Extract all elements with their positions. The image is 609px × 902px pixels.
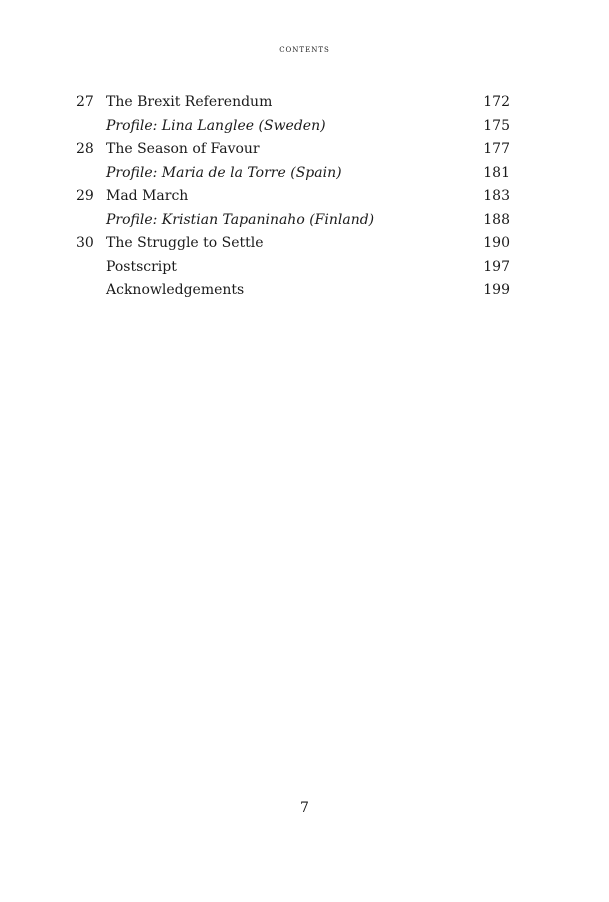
- entry-title: Profile: Kristian Tapaninaho (Finland): [106, 211, 375, 228]
- page-number: 175: [483, 117, 510, 134]
- page-number: 181: [483, 164, 510, 181]
- entry-title: Profile: Maria de la Torre (Spain): [106, 164, 342, 181]
- toc-entry-postscript: [76, 256, 510, 280]
- table-of-contents: [76, 91, 510, 303]
- toc-entry-chapter-29: [76, 185, 510, 209]
- running-head: contents: [279, 44, 330, 55]
- entry-title: The Brexit Referendum: [106, 94, 273, 110]
- page-number: 177: [483, 141, 510, 157]
- toc-entry-profile-kristian-tapaninaho: [76, 209, 510, 233]
- page-number: 188: [483, 211, 510, 228]
- entry-title: Profile: Lina Langlee (Sweden): [106, 117, 326, 134]
- toc-entry-profile-maria-de-la-torre: [76, 162, 510, 186]
- entry-title: Mad March: [106, 188, 189, 204]
- chapter-number: 27: [76, 94, 94, 110]
- page-number: 197: [483, 258, 510, 275]
- toc-entry-acknowledgements: [76, 279, 510, 303]
- page-number: 183: [483, 188, 510, 204]
- entry-title: Postscript: [106, 258, 177, 275]
- page-number: 172: [483, 94, 510, 110]
- entry-title: The Season of Favour: [106, 141, 260, 157]
- chapter-number: 30: [76, 235, 94, 251]
- page-number: 199: [483, 282, 510, 298]
- page-number: 190: [483, 235, 510, 251]
- toc-entry-chapter-28: [76, 138, 510, 162]
- toc-entry-profile-lina-langlee: [76, 115, 510, 139]
- entry-title: Acknowledgements: [106, 282, 245, 298]
- folio-page-number: 7: [300, 800, 309, 816]
- chapter-number: 28: [76, 141, 94, 157]
- chapter-number: 29: [76, 188, 94, 204]
- toc-entry-chapter-27: [76, 91, 510, 115]
- entry-title: The Struggle to Settle: [106, 235, 264, 251]
- toc-entry-chapter-30: [76, 232, 510, 256]
